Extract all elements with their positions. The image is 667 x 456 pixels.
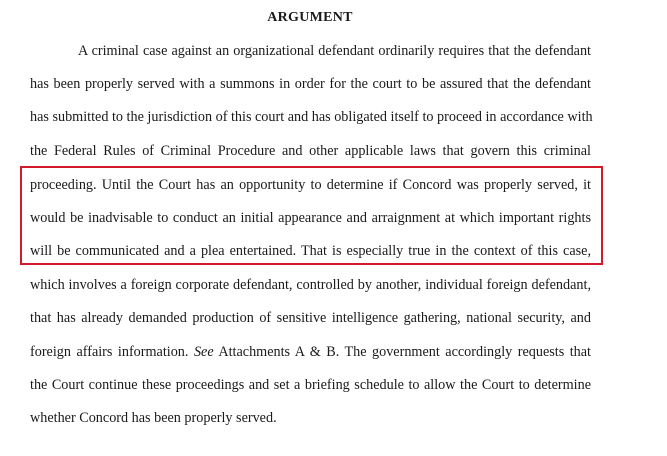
- highlight-box: [20, 166, 603, 265]
- paragraph-line-11: the Court continue these proceedings and set a briefing schedule to allow the Court to determine: [30, 377, 591, 393]
- paragraph-line-12: whether Concord has been properly served.: [30, 410, 277, 426]
- paragraph-line-8: which involves a foreign corporate defendant, controlled by another, individual foreign defendant,: [30, 277, 591, 293]
- line-10-prefix: foreign affairs information.: [30, 344, 194, 360]
- line-10-suffix: The government accordingly requests that: [344, 344, 591, 360]
- see-signal: See: [193, 344, 214, 360]
- paragraph-line-5: proceeding. Until the Court has an opportunity to determine if Concord was properly served, it: [30, 177, 591, 193]
- paragraph-line-6: would be inadvisable to conduct an initial appearance and arraignment at which important rights: [30, 210, 591, 226]
- paragraph-line-3: has submitted to the jurisdiction of this court and has obligated itself to proceed in accordance with: [30, 109, 593, 125]
- section-heading: ARGUMENT: [267, 10, 353, 25]
- paragraph-line-1: A criminal case against an organizational defendant ordinarily requires that the defendant: [78, 43, 591, 59]
- paragraph-line-9: that has already demanded production of sensitive intelligence gathering, national security, and: [30, 310, 591, 326]
- line-10-middle: Attachments A & B.: [213, 344, 345, 360]
- paragraph-line-4: the Federal Rules of Criminal Procedure and other applicable laws that govern this criminal: [30, 143, 591, 159]
- paragraph-line-2: has been properly served with a summons in order for the court to be assured that the defendant: [30, 76, 591, 92]
- paragraph-line-10: [30, 342, 591, 362]
- paragraph-line-7: will be communicated and a plea entertained. That is especially true in the context of this case,: [30, 243, 591, 259]
